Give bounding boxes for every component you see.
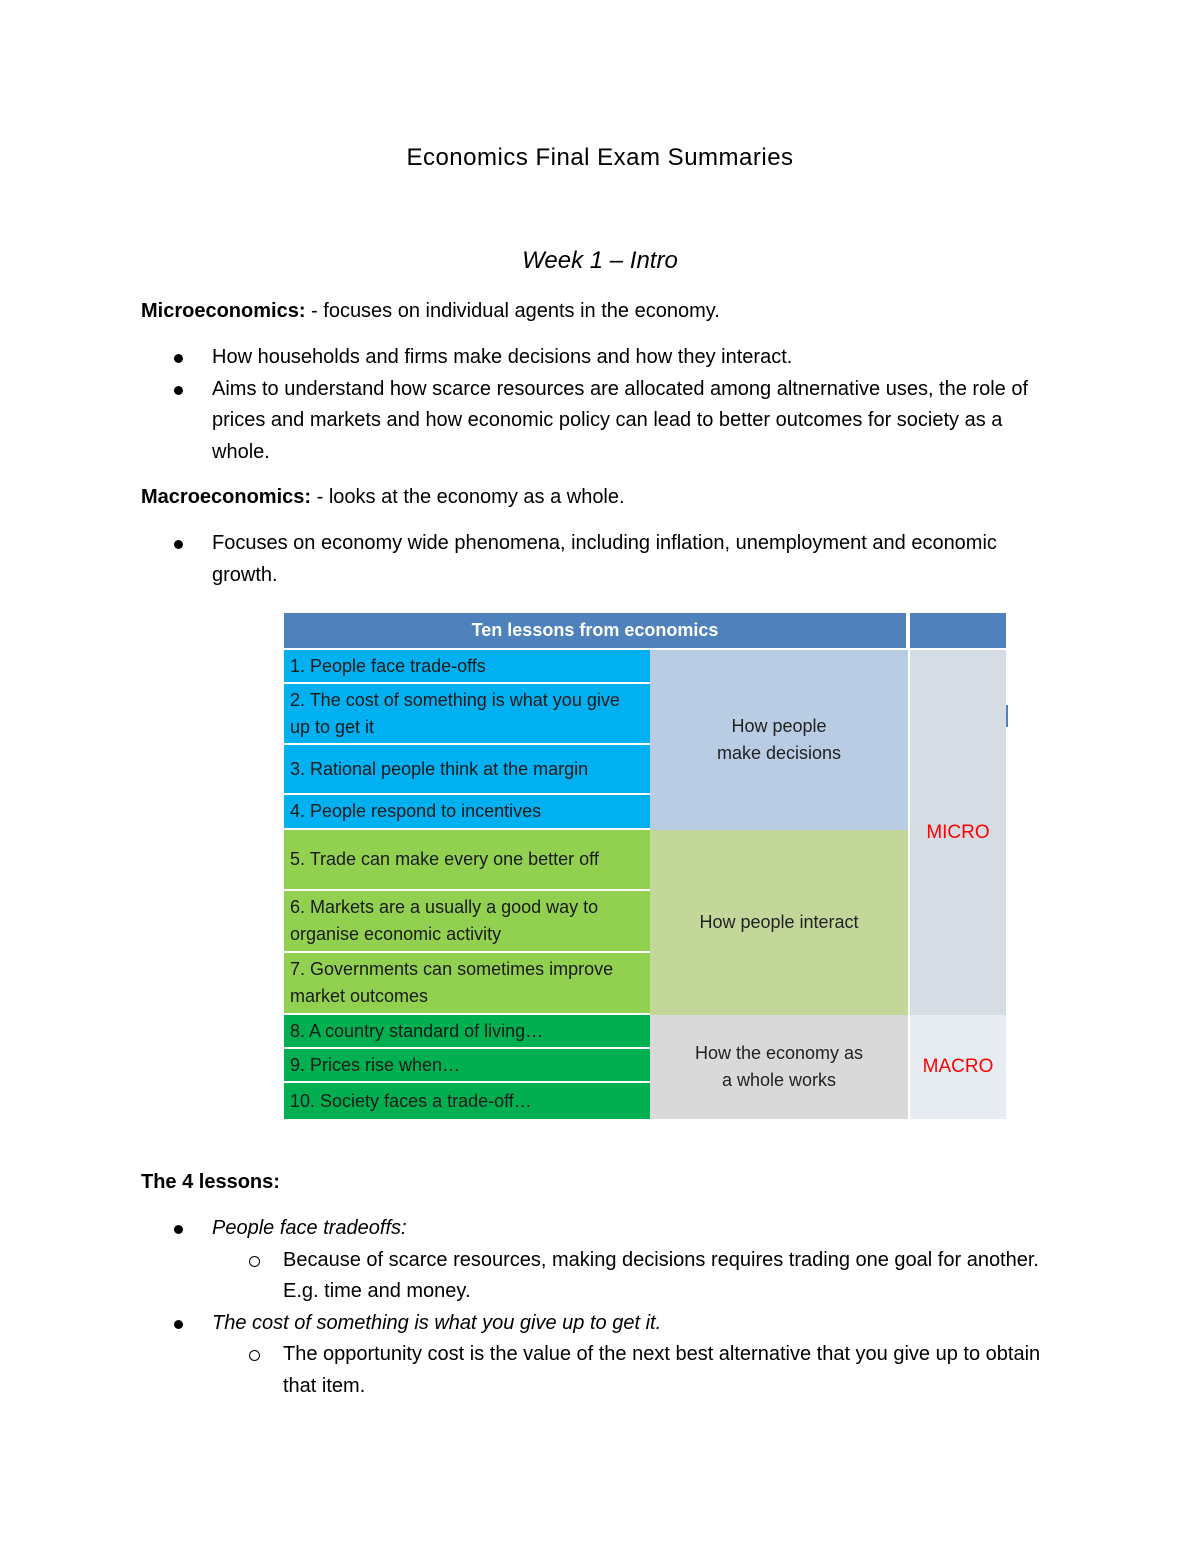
table-header-blank (910, 613, 1006, 648)
sub-list-item: The opportunity cost is the value of the next best alternative that you give up to obtain that item. (141, 1339, 1061, 1402)
four-lessons-list (141, 1213, 1061, 1402)
bullet-icon (174, 1225, 183, 1234)
lesson-cell: 2. The cost of something is what you give up to get it (284, 684, 650, 745)
list-item: How households and firms make decisions and how they interact. (141, 342, 1061, 374)
micro-bullet-list (141, 342, 1061, 468)
macro-scope-cell: MACRO (910, 1015, 1006, 1119)
macro-text: - looks at the economy as a whole. (311, 486, 625, 508)
group-cell: How people make decisions (650, 650, 908, 830)
lesson-cell: 9. Prices rise when… (284, 1049, 650, 1083)
lesson-cell: 8. A country standard of living… (284, 1015, 650, 1049)
lesson-cell: 10. Society faces a trade-off… (284, 1083, 650, 1119)
micro-text: - focuses on individual agents in the economy. (305, 300, 720, 322)
table-header: Ten lessons from economics (284, 613, 908, 648)
ten-lessons-table (284, 613, 1006, 1119)
circle-bullet-icon (249, 1256, 260, 1267)
document-title: Economics Final Exam Summaries (406, 144, 794, 171)
group-cell: How the economy as a whole works (650, 1015, 908, 1119)
bullet-icon (174, 354, 183, 363)
micro-label: Microeconomics: (141, 300, 306, 322)
four-lessons-heading: The 4 lessons: (141, 1171, 280, 1193)
lesson-cell: 7. Governments can sometimes improve market outcomes (284, 953, 650, 1015)
bullet-icon (174, 540, 183, 549)
macro-label: Macroeconomics: (141, 486, 312, 508)
table-edge-mark (1006, 705, 1008, 727)
week-heading: Week 1 – Intro (522, 247, 678, 274)
list-item: The cost of something is what you give up to get it. (141, 1308, 1061, 1340)
list-item: Focuses on economy wide phenomena, including inflation, unemployment and economic growth. (141, 528, 1061, 591)
macro-bullet-list (141, 528, 1061, 591)
circle-bullet-icon (249, 1350, 260, 1361)
lesson-cell: 4. People respond to incentives (284, 795, 650, 830)
lesson-cell: 1. People face trade-offs (284, 650, 650, 684)
bullet-icon (174, 1320, 183, 1329)
list-item: People face tradeoffs: (141, 1213, 1061, 1245)
lesson-cell: 6. Markets are a usually a good way to organise economic activity (284, 891, 650, 953)
micro-definition (141, 296, 720, 327)
macro-definition (141, 482, 625, 513)
lesson-cell: 5. Trade can make every one better off (284, 830, 650, 891)
micro-scope-cell: MICRO (910, 650, 1006, 1015)
list-item: Aims to understand how scarce resources are allocated among altnernative uses, the role of prices and markets and how economic policy can lead to better outcomes for society as a whole. (141, 374, 1061, 469)
bullet-icon (174, 386, 183, 395)
sub-list-item: Because of scarce resources, making decisions requires trading one goal for another. E.g. time and money. (141, 1245, 1061, 1308)
group-cell: How people interact (650, 830, 908, 1015)
lesson-cell: 3. Rational people think at the margin (284, 745, 650, 795)
